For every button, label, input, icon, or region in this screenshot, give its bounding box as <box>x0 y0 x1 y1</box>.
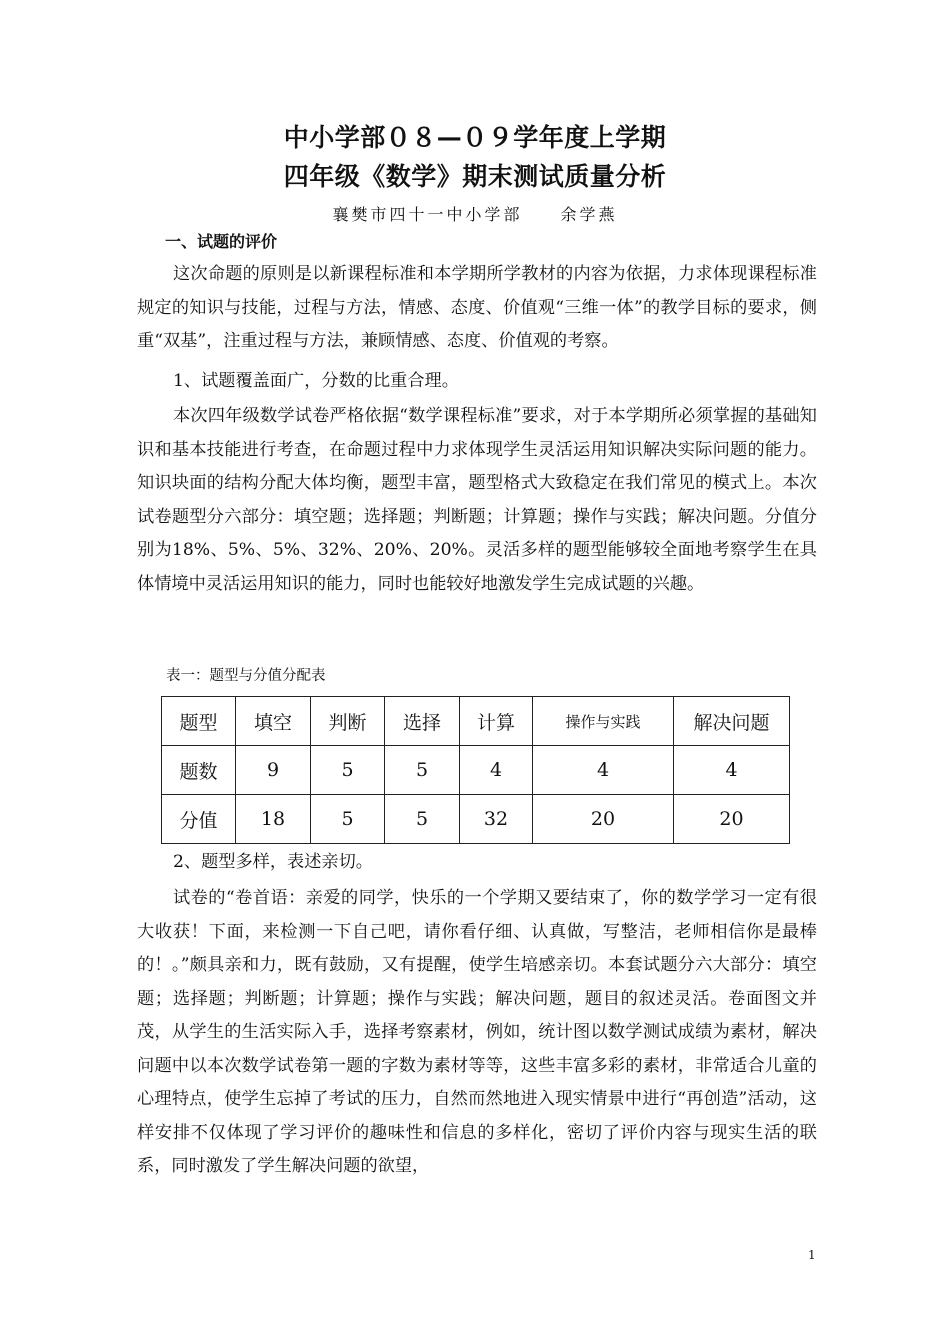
byline <box>0 202 950 225</box>
paragraph-principles: 这次命题的原则是以新课程标准和本学期所学教材的内容为依据，力求体现课程标准规定的知识与技能，过程与方法，情感、态度、价值观“三维一体”的教学目标的要求，侧重“双基”，注重过程与方法，兼顾情感、态度、价值观的考察。 <box>137 264 817 351</box>
paragraph-structure: 本次四年级数学试卷严格依据“数学课程标准”要求，对于本学期所必须掌握的基础知识和基本技能进行考查，在命题过程中力求体现学生灵活运用知识解决实际问题的能力。知识块面的结构分配大体均衡，题型丰富，题型格式大致稳定在我们常见的模式上。本次试卷题型分六部分：填空题；选择题；判断题；计算题；操作与实践；解决问题。分值分别为18%、5%、5%、32%、20%、20%。灵活多样的题型能够较全面地考察学生在具体情境中灵活运用知识的能力，同时也能较好地激发学生完成试题的兴趣。 <box>137 406 817 594</box>
table-cell: 20 <box>674 795 790 844</box>
table-cell: 5 <box>385 795 460 844</box>
table-cell: 5 <box>311 746 385 795</box>
table-cell: 分值 <box>162 795 236 844</box>
table-caption: 表一：题型与分值分配表 <box>166 668 326 684</box>
section-heading: 一、试题的评价 <box>165 232 278 251</box>
table-cell: 题型 <box>162 697 236 746</box>
point-variety: 2、题型多样，表述亲切。 <box>173 852 373 872</box>
table-cell: 18 <box>236 795 311 844</box>
table-cell: 操作与实践 <box>533 697 674 746</box>
table-cell: 选择 <box>385 697 460 746</box>
document-title-line2: 四年级《数学》期末测试质量分析 <box>283 162 667 191</box>
table-cell: 填空 <box>236 697 311 746</box>
table-cell: 题数 <box>162 746 236 795</box>
table-cell: 4 <box>674 746 790 795</box>
table-cell: 32 <box>460 795 533 844</box>
table-row <box>162 697 790 746</box>
question-type-score-table <box>161 696 790 844</box>
page-number: 1 <box>808 1248 816 1262</box>
point-coverage: 1、试题覆盖面广，分数的比重合理。 <box>173 371 459 391</box>
table-cell: 解决问题 <box>674 697 790 746</box>
table-cell: 判断 <box>311 697 385 746</box>
table-row <box>162 795 790 844</box>
school-name: 襄樊市四十一中小学部 <box>332 205 523 224</box>
table-cell: 20 <box>533 795 674 844</box>
table-cell: 5 <box>385 746 460 795</box>
document-title-line1: 中小学部０８—０９学年度上学期 <box>283 123 667 152</box>
author-name: 余学燕 <box>560 205 618 224</box>
table-row <box>162 746 790 795</box>
paragraph-wording: 试卷的“卷首语：亲爱的同学，快乐的一个学期又要结束了，你的数学学习一定有很大收获！下面，来检测一下自己吧，请你看仔细、认真做，写整洁，老师相信你是最棒的！。”颇具亲和力，既有鼓励，又有提醒，使学生培感亲切。本套试题分六大部分：填空题；选择题；判断题；计算题；操作与实践；解决问题，题目的叙述灵活。卷面图文并茂，从学生的生活实际入手，选择考察素材，例如，统计图以数学测试成绩为素材，解决问题中以本次数学试卷第一题的字数为素材等等，这些丰富多彩的素材，非常适合儿童的心理特点，使学生忘掉了考试的压力，自然而然地进入现实情景中进行“再创造”活动，这样安排不仅体现了学习评价的趣味性和信息的多样化，密切了评价内容与现实生活的联系，同时激发了学生解决问题的欲望， <box>137 888 817 1176</box>
table-cell: 9 <box>236 746 311 795</box>
table-cell: 4 <box>533 746 674 795</box>
table-cell: 4 <box>460 746 533 795</box>
table-cell: 计算 <box>460 697 533 746</box>
table-cell: 5 <box>311 795 385 844</box>
